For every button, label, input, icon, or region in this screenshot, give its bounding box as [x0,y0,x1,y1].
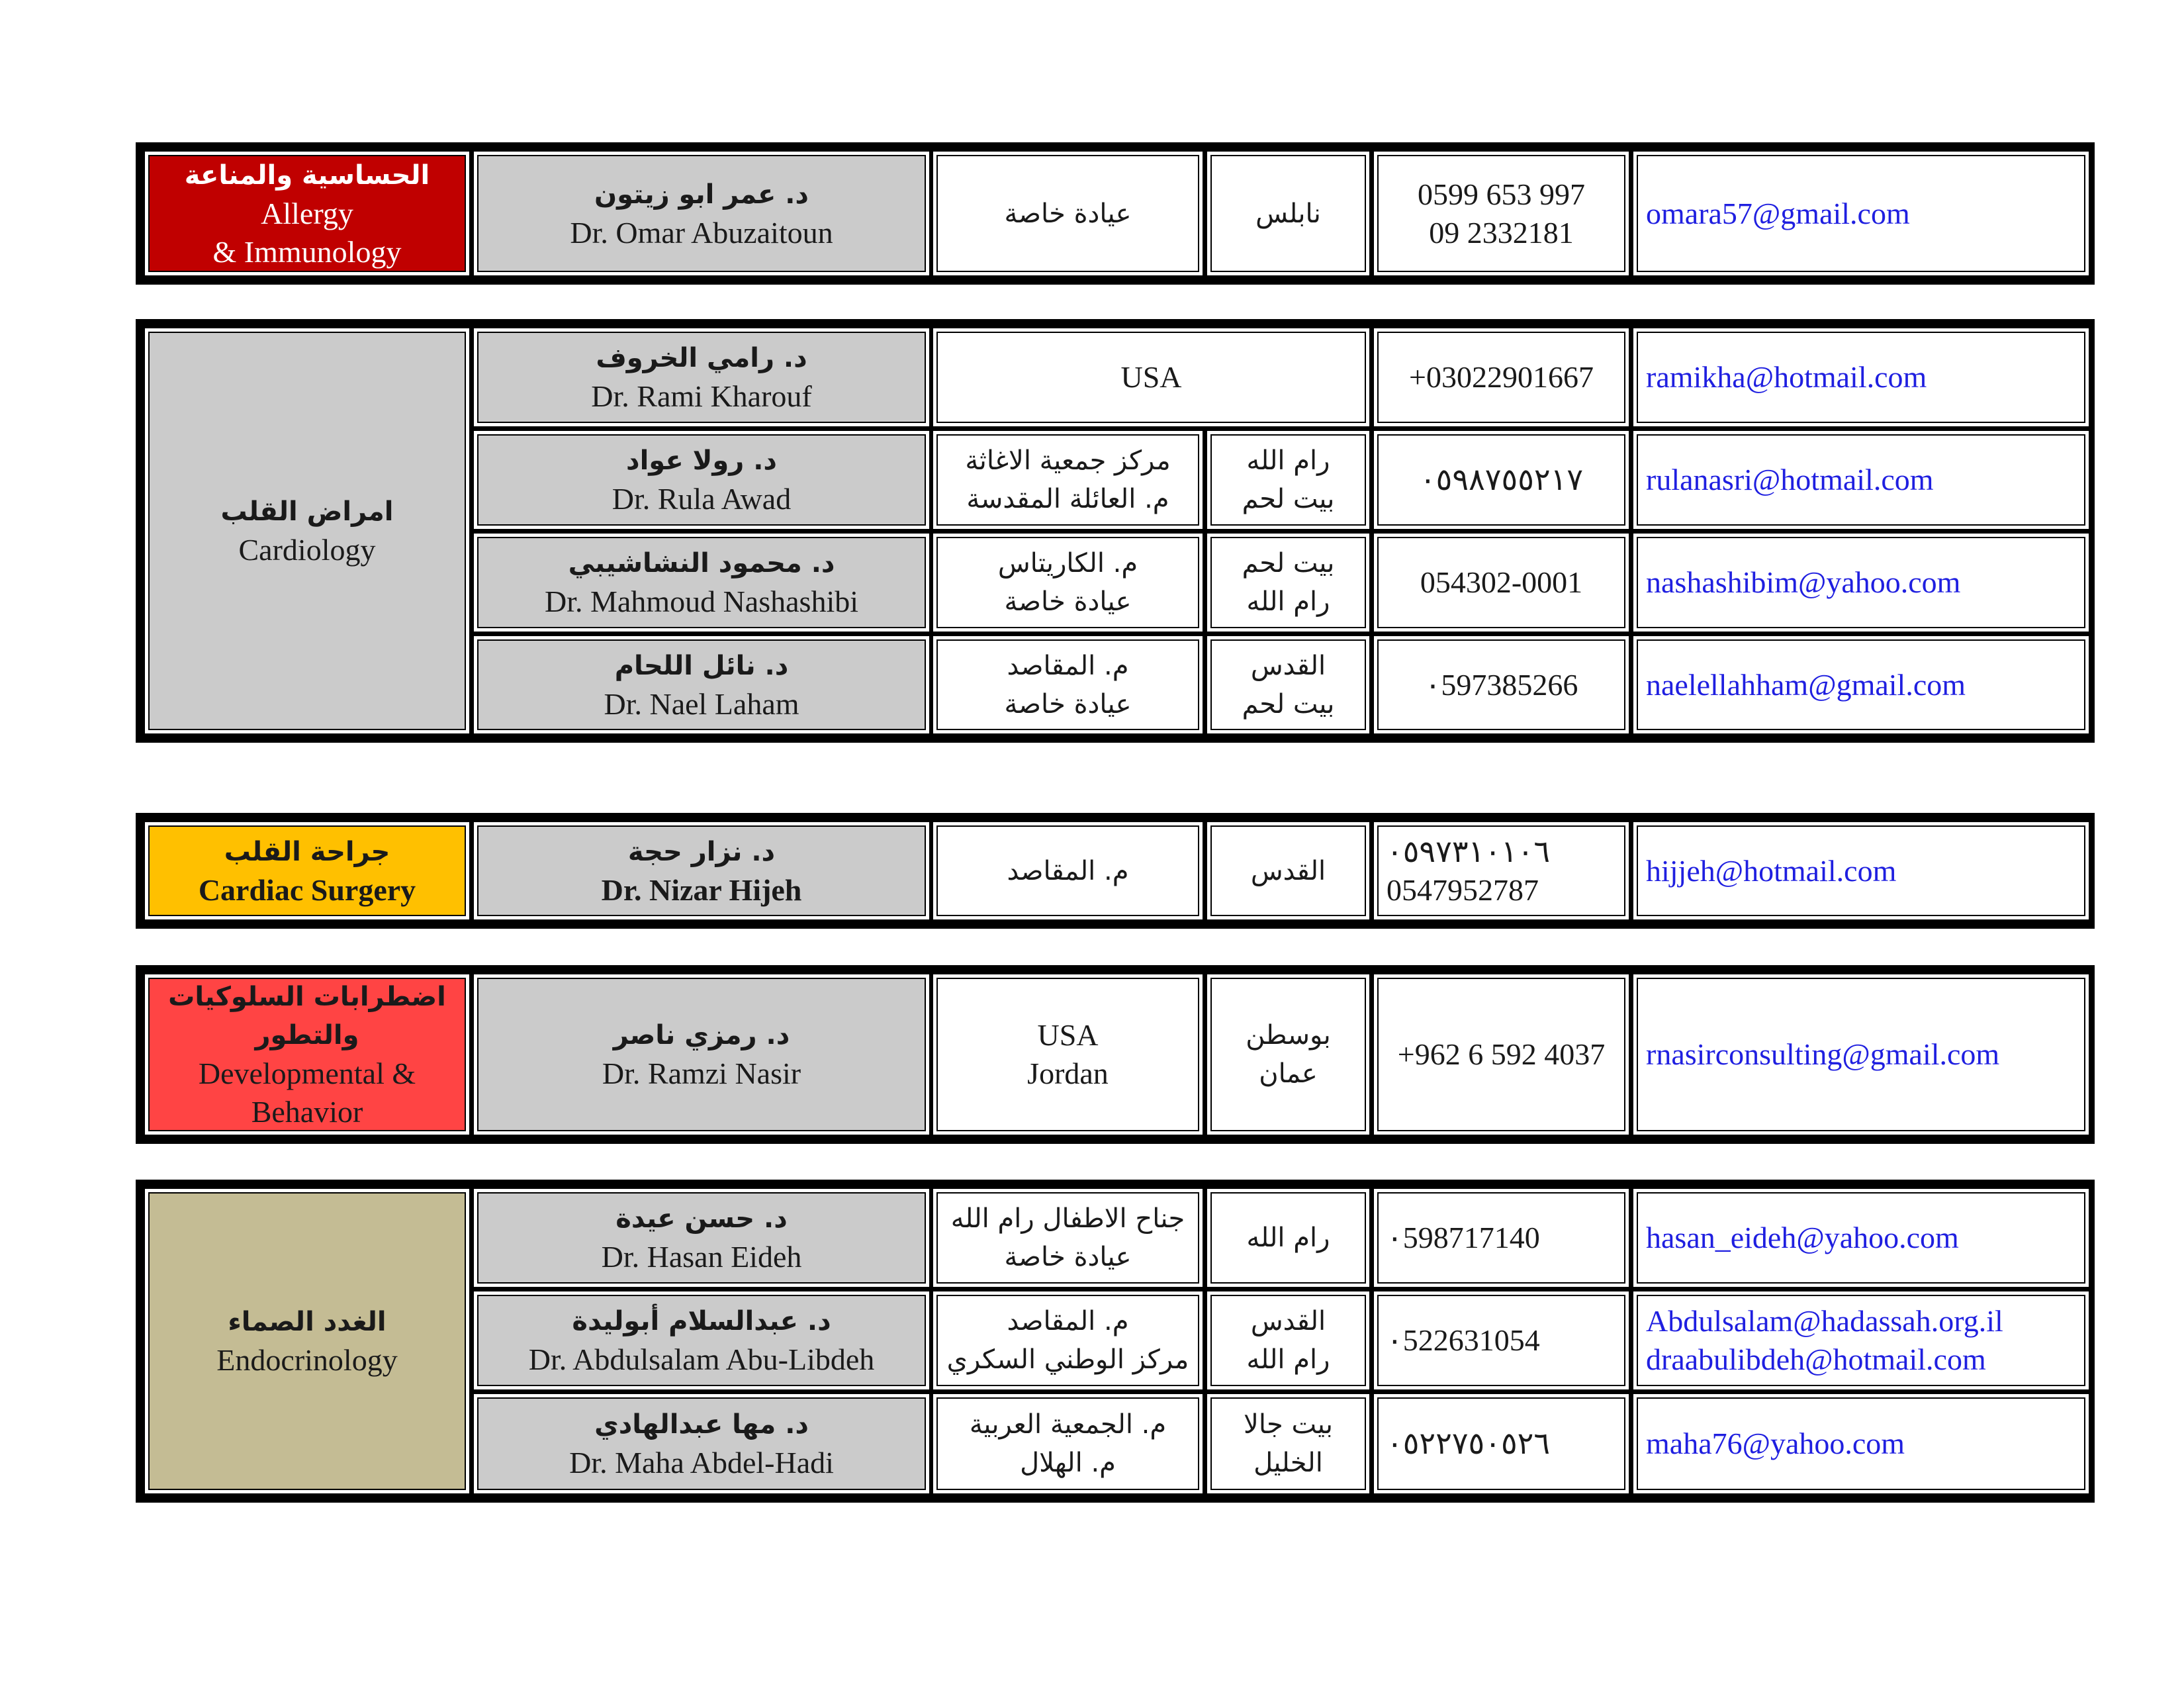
email-link[interactable]: hasan_eideh@yahoo.com [1646,1221,1959,1254]
city-text: بيت لحم [1242,548,1335,579]
place-text: م. الجمعية العربية [969,1409,1167,1440]
specialty-name-ar: والتطور [255,1020,359,1051]
email-link[interactable]: maha76@yahoo.com [1646,1427,1905,1460]
city-text: بيت جالا [1244,1409,1333,1440]
city-cell [1207,1394,1369,1493]
place-text: م. المقاصد [1007,650,1129,681]
specialty-name-en: & Immunology [212,234,402,269]
email-cell [1633,152,2089,275]
place-text: عيادة خاصة [1004,688,1132,720]
specialty-name-en: Allergy [261,196,353,230]
city-text: نابلس [1255,198,1321,229]
city-cell [1207,152,1369,275]
phone-number: 054302-0001 [1420,565,1583,599]
phone-number: ٠598717140 [1387,1221,1540,1254]
doctor-name-en: Dr. Abdulsalam Abu-Libdeh [528,1342,875,1376]
place-cell [933,1394,1203,1493]
specialty-name-en: Developmental & [198,1056,416,1090]
place-cell [933,636,1203,733]
endocrinology-section [136,1180,2095,1503]
place-text: عيادة خاصة [1004,586,1132,617]
place-text: م. الهلال [1020,1448,1116,1478]
doctor-name-en: Dr. Rula Awad [612,482,792,516]
city-text: القدس [1250,855,1326,886]
doctor-name-cell [474,152,929,275]
place-text: USA [1120,360,1182,394]
doctor-name-en: Dr. Ramzi Nasir [602,1056,801,1090]
city-cell [1207,534,1369,632]
phone-cell [1374,1291,1629,1389]
doctor-name-en: Dr. Mahmoud Nashashibi [544,585,858,618]
doctor-name-ar: د. حسن عيدة [615,1203,788,1234]
doctor-name-en: Dr. Nael Laham [604,686,799,721]
doctor-name-cell [474,328,929,426]
doctor-name-ar: د. مها عبدالهادي [594,1409,809,1440]
doctor-name-cell [474,534,929,632]
phone-cell [1374,328,1629,426]
phone-number: 0547952787 [1387,872,1539,907]
specialty-name-ar: الحساسية والمناعة [184,160,430,191]
email-link[interactable]: draabulibdeh@hotmail.com [1646,1342,1986,1376]
city-cell [1207,636,1369,733]
place-text: مركز الوطني السكري [946,1344,1189,1375]
email-link[interactable]: omara57@gmail.com [1646,196,1910,230]
phone-number: +03022901667 [1409,360,1594,394]
city-text: رام الله [1246,445,1330,476]
specialty-name-ar: الغدد الصماء [228,1307,387,1337]
place-cell [933,152,1203,275]
cardiac-surgery-section [136,813,2095,929]
doctor-name-cell [474,431,929,529]
doctor-name-ar: د. نزار حجة [627,836,776,867]
doctor-name-en: Dr. Nizar Hijeh [601,872,802,907]
place-text: عيادة خاصة [1004,198,1132,229]
place-text: جناح الاطفال رام الله [950,1203,1185,1234]
email-cell [1633,822,2089,919]
phone-cell [1374,431,1629,529]
doctor-name-en: Dr. Hasan Eideh [601,1240,802,1274]
specialty-cell-cardiac-surgery [145,822,469,919]
cardiology-section [136,319,2095,743]
phone-number: ٠٥٢٢٧٥٠٥٢٦ [1387,1427,1551,1460]
email-link[interactable]: ramikha@hotmail.com [1646,360,1927,394]
place-cell [933,534,1203,632]
city-text: بيت لحم [1242,688,1335,720]
city-cell [1207,431,1369,529]
place-cell [933,822,1203,919]
city-text: رام الله [1246,586,1330,617]
email-link[interactable]: naelellahham@gmail.com [1646,667,1966,702]
city-cell [1207,974,1369,1135]
doctor-name-ar: د. نائل اللحام [614,650,789,681]
specialty-name-en: Behavior [251,1095,363,1129]
city-cell [1207,1291,1369,1389]
place-cell [933,1291,1203,1389]
doctor-name-ar: د. رولا عواد [626,445,777,476]
doctor-name-en: Dr. Maha Abdel-Hadi [569,1446,834,1479]
email-cell [1633,1189,2089,1287]
email-link[interactable]: nashashibim@yahoo.com [1646,565,1961,599]
doctor-name-ar: د. عمر ابو زيتون [594,179,809,210]
city-cell [1207,1189,1369,1287]
phone-number: ٠597385266 [1424,667,1578,702]
place-cell [933,431,1203,529]
phone-number: ٠٥٩٨٧٥٥٢١٧ [1419,463,1584,496]
specialty-cell-endocrinology [145,1189,469,1493]
phone-cell [1374,152,1629,275]
specialty-name-ar: اضطرابات السلوكيات [168,982,446,1012]
doctor-name-cell [474,636,929,733]
place-text: USA [1037,1018,1099,1052]
doctor-name-cell [474,1189,929,1287]
email-cell [1633,1394,2089,1493]
phone-number: +962 6 592 4037 [1397,1037,1606,1071]
phone-cell [1374,974,1629,1135]
phone-cell [1374,822,1629,919]
city-cell [1207,822,1369,919]
doctor-name-ar: د. رامي الخروف [596,343,807,373]
phone-number: ٠522631054 [1387,1323,1540,1357]
doctor-name-en: Dr. Omar Abuzaitoun [570,215,833,250]
doctor-name-cell [474,822,929,919]
email-cell [1633,431,2089,529]
doctor-name-en: Dr. Rami Kharouf [591,379,812,413]
email-cell [1633,1291,2089,1389]
city-text: القدس [1250,650,1326,681]
doctor-name-ar: د. عبدالسلام أبوليدة [572,1306,831,1336]
city-text: القدس [1250,1306,1326,1336]
city-text: رام الله [1246,1344,1330,1375]
phone-number: 0599 653 997 [1418,177,1585,211]
email-cell [1633,974,2089,1135]
specialty-cell-developmental [145,974,469,1135]
email-link[interactable]: rulanasri@hotmail.com [1646,463,1934,496]
place-text: عيادة خاصة [1004,1242,1132,1272]
specialty-name-en: Cardiology [238,533,376,567]
place-cell [933,1189,1203,1287]
phone-number: 09 2332181 [1429,215,1574,250]
allergy-section [136,142,2095,285]
email-link[interactable]: hijjeh@hotmail.com [1646,853,1897,888]
place-cell [933,974,1203,1135]
place-cell [933,328,1369,426]
place-text: م. المقاصد [1007,1306,1129,1336]
doctor-name-cell [474,974,929,1135]
developmental-section [136,965,2095,1144]
place-text: مركز جمعية الاغاثة [965,445,1171,476]
place-text: Jordan [1027,1056,1109,1090]
email-cell [1633,636,2089,733]
email-link[interactable]: rnasirconsulting@gmail.com [1646,1037,2000,1071]
city-text: الخليل [1253,1448,1323,1478]
doctor-name-cell [474,1291,929,1389]
doctor-name-ar: د. محمود النشاشيبي [568,548,835,579]
city-text: عمان [1259,1058,1318,1089]
place-text: م. المقاصد [1007,855,1129,886]
phone-cell [1374,636,1629,733]
email-cell [1633,534,2089,632]
specialty-name-ar: جراحة القلب [224,836,390,867]
city-text: بوسطن [1246,1020,1331,1051]
phone-cell [1374,1394,1629,1493]
specialty-name-en: Cardiac Surgery [198,872,416,907]
doctor-name-ar: د. رمزي ناصر [613,1020,790,1051]
email-cell [1633,328,2089,426]
city-text: رام الله [1246,1223,1330,1253]
place-text: م. الكاريتاس [997,548,1138,579]
specialty-name-ar: امراض القلب [220,496,394,527]
city-text: بيت لحم [1242,484,1335,514]
email-link[interactable]: Abdulsalam@hadassah.org.il [1646,1304,2003,1338]
specialty-name-en: Endocrinology [216,1343,398,1377]
doctor-name-cell [474,1394,929,1493]
place-text: م. العائلة المقدسة [966,484,1169,514]
specialty-cell-cardiology [145,328,469,733]
phone-cell [1374,534,1629,632]
phone-cell [1374,1189,1629,1287]
specialty-cell-allergy [145,152,469,275]
phone-number: ٠٥٩٧٣١٠١٠٦ [1387,834,1551,868]
